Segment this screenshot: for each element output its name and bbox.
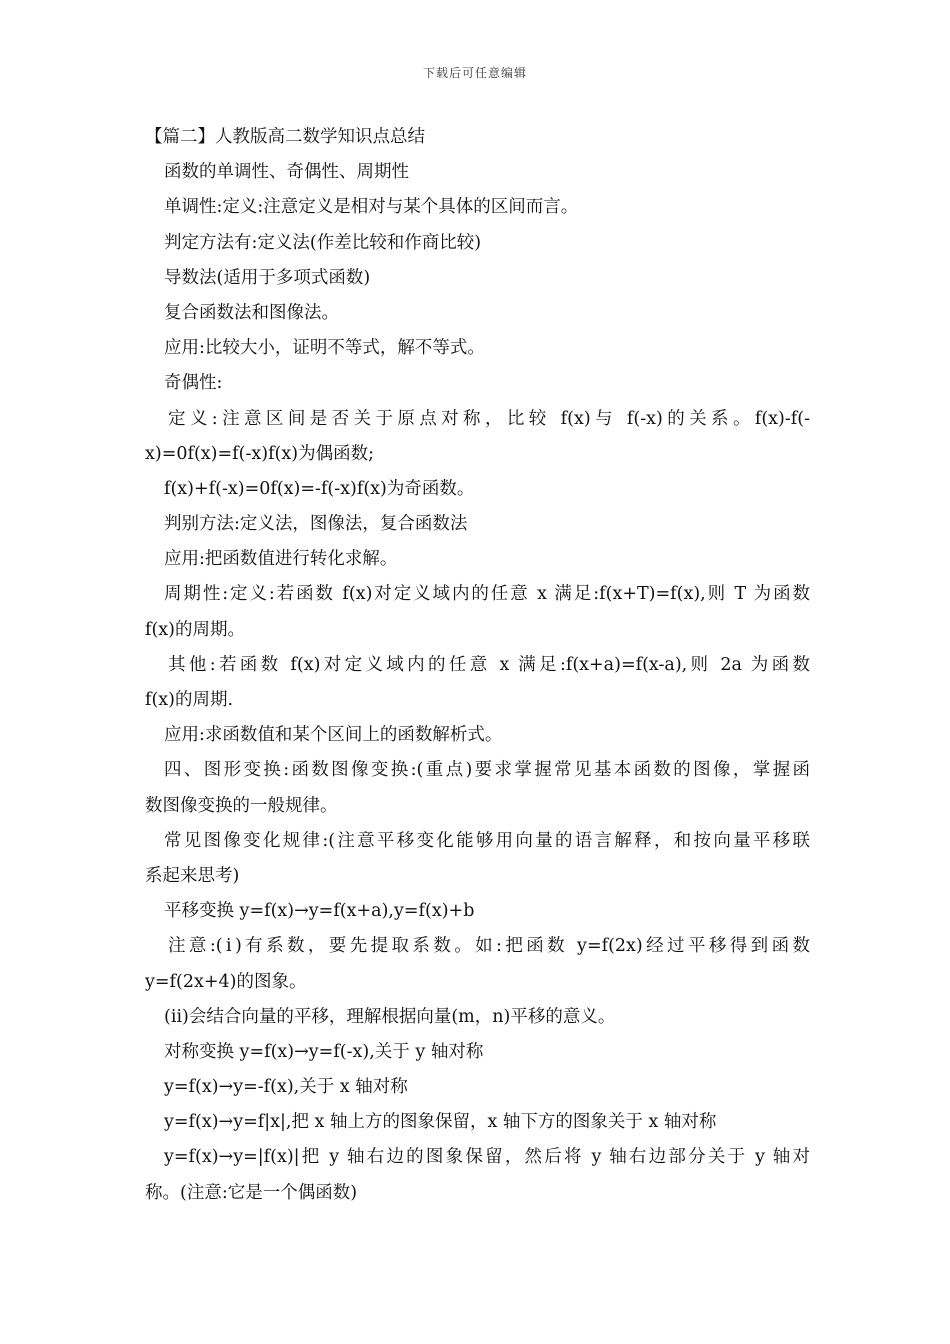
document-body [145, 120, 810, 1211]
paragraph-line: y=f(x)→y=f|x|,把 x 轴上方的图象保留，x 轴下方的图象关于 x 轴对称 [164, 1112, 717, 1133]
paragraph-line: 数图像变换的一般规律。 [145, 795, 338, 816]
paragraph-line: 函数的单调性、奇偶性、周期性 [164, 162, 409, 183]
paragraph-line: y=f(x)→y=-f(x),关于 x 轴对称 [164, 1077, 408, 1098]
paragraph-line: 应用:把函数值进行转化求解。 [164, 549, 398, 570]
paragraph-line: 平移变换 y=f(x)→y=f(x+a),y=f(x)+b [164, 901, 475, 922]
paragraph-line: 称。(注意:它是一个偶函数) [145, 1182, 358, 1203]
paragraph-line: 系起来思考) [145, 865, 240, 886]
paragraph-line: 奇偶性: [164, 373, 223, 394]
paragraph-line: y=f(x)→y=|f(x)|把 y 轴右边的图象保留，然后将 y 轴右边部分关于 y 轴对 [164, 1147, 810, 1168]
paragraph-line: 应用:求函数值和某个区间上的函数解析式。 [164, 725, 503, 746]
paragraph-line: 注意:(ⅰ)有系数，要先提取系数。如:把函数 y=f(2x)经过平移得到函数 [168, 936, 810, 957]
paragraph-line: y=f(2x+4)的图象。 [145, 971, 307, 992]
paragraph-line: f(x)的周期。 [145, 619, 246, 640]
paragraph-line: 对称变换 y=f(x)→y=f(-x),关于 y 轴对称 [164, 1041, 484, 1062]
paragraph-line: 应用:比较大小，证明不等式，解不等式。 [164, 338, 485, 359]
paragraph-line: 其他:若函数 f(x)对定义域内的任意 x 满足:f(x+a)=f(x-a),则 2a 为函数 [168, 654, 810, 675]
paragraph-line: (ⅱ)会结合向量的平移，理解根据向量(m，n)平移的意义。 [164, 1006, 616, 1027]
page-header: 下载后可任意编辑 [422, 66, 527, 80]
paragraph-line: 复合函数法和图像法。 [164, 302, 339, 323]
paragraph-line: 周期性:定义:若函数 f(x)对定义域内的任意 x 满足:f(x+T)=f(x),则 T 为函数 [164, 584, 810, 605]
paragraph-line: f(x)的周期. [145, 690, 234, 710]
paragraph-line: 判定方法有:定义法(作差比较和作商比较) [164, 232, 482, 253]
paragraph-line: 导数法(适用于多项式函数) [164, 267, 371, 288]
paragraph-line: 单调性:定义:注意定义是相对与某个具体的区间而言。 [164, 197, 579, 218]
paragraph-line: 判别方法:定义法，图像法，复合函数法 [164, 514, 468, 535]
paragraph-line: f(x)+f(-x)=0f(x)=-f(-x)f(x)为奇函数。 [164, 478, 475, 499]
section-title: 【篇二】人教版高二数学知识点总结 [145, 127, 425, 147]
paragraph-line: 定义:注意区间是否关于原点对称，比较 f(x)与 f(-x)的关系。f(x)-f(- [168, 408, 810, 429]
paragraph-line: x)=0f(x)=f(-x)f(x)为偶函数; [145, 443, 374, 464]
paragraph-line: 常见图像变化规律:(注意平移变化能够用向量的语言解释，和按向量平移联 [164, 830, 810, 851]
paragraph-line: 四、图形变换:函数图像变换:(重点)要求掌握常见基本函数的图像，掌握函 [164, 760, 810, 781]
